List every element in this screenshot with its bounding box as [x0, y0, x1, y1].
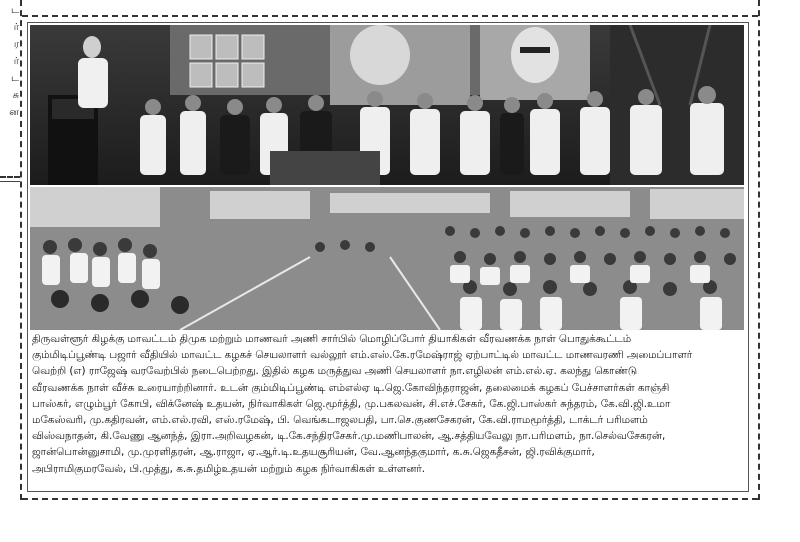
stage-photo [30, 25, 744, 185]
stage-photo-image [30, 25, 744, 185]
adjacent-article-fragment [0, 0, 20, 500]
crowd-photo [30, 187, 744, 330]
cut-line-left [0, 176, 20, 178]
column-rule-left [0, 181, 20, 182]
cut-line-bottom [22, 498, 758, 500]
cut-line-right [758, 0, 760, 500]
cut-line-vertical-left [20, 0, 22, 500]
photo-caption: திருவள்ளூர் கிழக்கு மாவட்டம் திமுக மற்றும் மாணவர் அணி சார்பில் மொழிப்போர் தியாகிகள் வீரவணக்க நாள் பொதுக்கூட்டம் கும்மிடிப்பூண்டி பஜார் வீதியில் மாவட்ட கழகச் செயலாளர் வல்லூர் எம்.எஸ்.கே.ரமேஷ்ராஜ் ஏற்பாட்டில் மாவட்ட மாணவரணி அமைப்பாளர் வெற்றி (எ) ராஜேஷ் வரவேற்பில் நடைபெற்றது. இதில் கழக மருத்துவ அணி செயலாளர் நா.எழிலன் எம்.எல்.ஏ. கலந்து கொண்டு வீரவணக்க நாள் வீச்சு உரையாற்றினார். உடன் கும்மிடிப்பூண்டி எம்எல்ஏ டி.ஜெ.கோவிந்தராஜன், தலைமைக் கழகப் பேச்சாளர்கள் காஞ்சி பாஸ்கர், எழும்பூர் கோபி, விக்னேஷ் உதயன், நிர்வாகிகள் ஜெ.மூர்த்தி, மு.பகலவன், சி.எச்.சேகர், கே.ஜி.பாஸ்கர் சுந்தரம், கே.வி.ஜி.உமா மகேஸ்வரி, மு.கதிரவன், எம்.எல்.ரவி, எஸ்.ரமேஷ், பி. வெங்கடாஜலபதி, பா.செ.குணசேகரன், கே.வி.ராமமூர்த்தி, டாக்டர் பரிமளம் விஸ்வநாதன், கி.வேணு ஆனந்த், இரா.அறிவழகன், டி.கே.சந்திரசேகர்.மு.மணிபாலன், ஆ.சத்தியவேலு நா.பரிமளம், நா.செல்வசேகரன், ஜான்பொன்னுசாமி, மு.முரளிதரன், ஆ.ராஜா, ஏ.ஆர்.டி.உதயசூரியன், வே.ஆனந்தகுமார், க.சு.ஜெகதீசன், ஜி.ரவிக்குமார், அபிராமிகுமரவேல், பி.முத்து, க.சு.தமிழ்உதயன் மற்றும் கழக நிர்வாகிகள் உள்ளனர். [32, 333, 693, 475]
cut-line-top [22, 15, 758, 17]
adjacent-article-text: ட ர் ர ர் ட சு ன [9, 5, 19, 118]
crowd-photo-image [30, 187, 744, 330]
